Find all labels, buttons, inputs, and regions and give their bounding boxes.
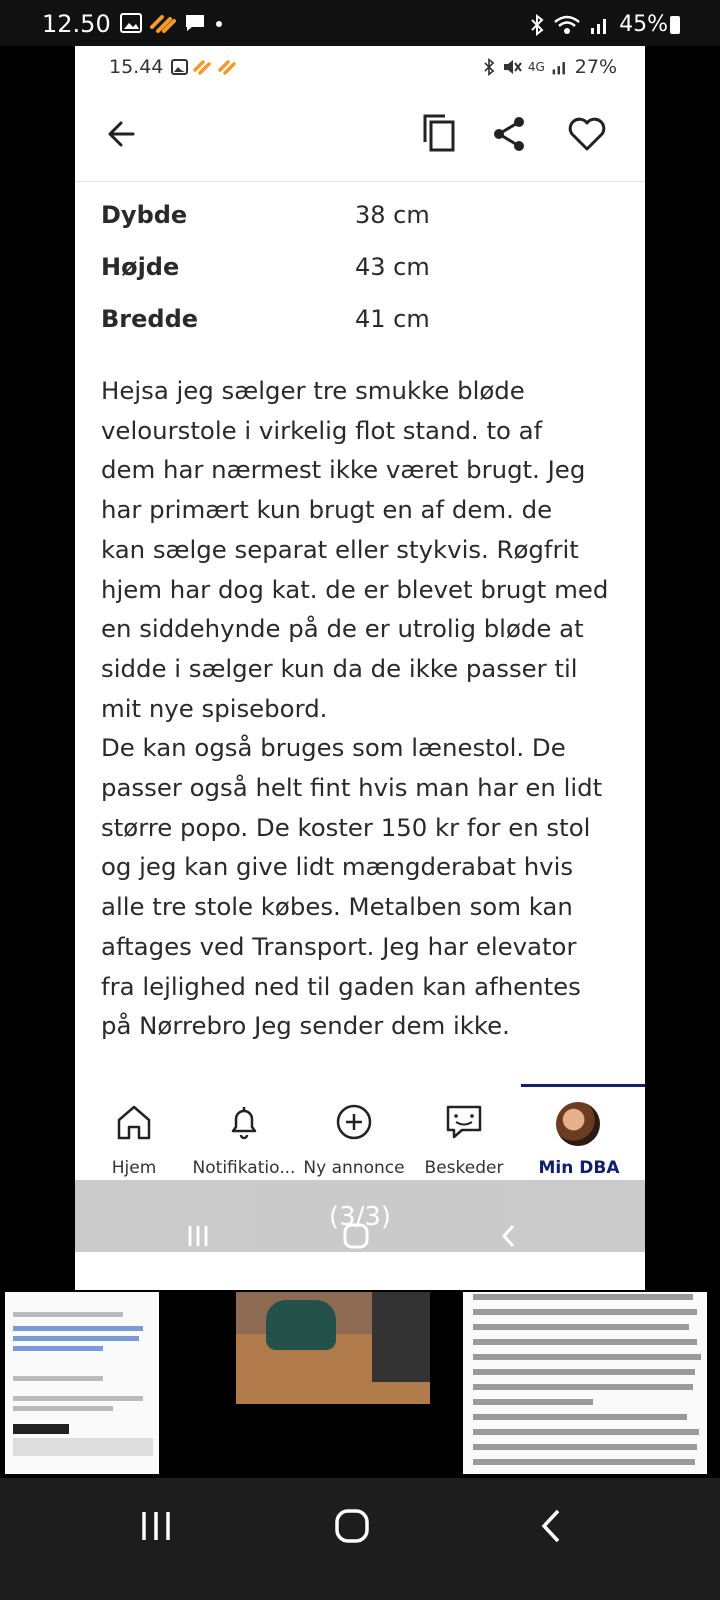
outer-clock: 12.50 xyxy=(42,10,111,38)
spec-value: 41 cm xyxy=(355,305,430,333)
home-button-icon xyxy=(341,1222,371,1250)
listing-description xyxy=(101,371,625,1046)
thumbnail-chair-photo[interactable] xyxy=(236,1292,430,1404)
description-line: De kan også bruges som lænestol. De xyxy=(101,733,566,763)
nav-item-notifications[interactable] xyxy=(185,1088,303,1184)
description-line: har primært kun brugt en af dem. de xyxy=(101,495,553,525)
active-tab-indicator xyxy=(521,1084,645,1087)
message-icon xyxy=(184,13,206,33)
network-type: 4G xyxy=(527,60,545,74)
nav-label: Hjem xyxy=(111,1158,157,1178)
description-line: kan sælge separat eller stykvis. Røgfrit xyxy=(101,534,579,564)
spec-label: Dybde xyxy=(101,201,188,229)
bluetooth-icon xyxy=(482,58,496,76)
screenshot-thumbnails xyxy=(0,1290,720,1475)
system-navigation-bar xyxy=(0,1478,720,1600)
description-line: fra lejlighed ned til gaden kan afhentes xyxy=(101,971,581,1001)
outer-battery-percent: 45% xyxy=(619,12,668,37)
description-line: og jeg kan give lidt mængderabat hvis xyxy=(101,852,574,882)
gallery-icon xyxy=(171,59,188,75)
nav-item-my-dba[interactable] xyxy=(520,1088,638,1184)
description-line: passer også helt fint hvis man har en lidt xyxy=(101,773,603,803)
description-line: Hejsa jeg sælger tre smukke bløde xyxy=(101,376,525,405)
copy-icon[interactable] xyxy=(419,112,459,156)
plus-circle-icon xyxy=(334,1102,374,1142)
dot-icon xyxy=(214,13,224,33)
recents-button[interactable] xyxy=(138,1508,174,1544)
spec-value: 38 cm xyxy=(355,201,430,229)
outer-status-bar xyxy=(0,0,720,46)
nav-label: Notifikatio... xyxy=(192,1158,296,1178)
description-line: alle tre stole købes. Metalben som kan xyxy=(101,892,573,922)
description-line: dem har nærmest ikke været brugt. Jeg xyxy=(101,455,586,485)
home-button[interactable] xyxy=(334,1508,370,1544)
chat-icon xyxy=(444,1102,484,1142)
spec-label: Højde xyxy=(101,253,180,281)
description-line: aftages ved Transport. Jeg har elevator xyxy=(101,931,577,961)
description-line: hjem har dog kat. de er blevet brugt med xyxy=(101,574,609,604)
description-line: velourstole i virkelig flot stand. to af xyxy=(101,415,543,445)
nav-item-new-listing[interactable] xyxy=(295,1088,413,1184)
description-line: større popo. De koster 150 kr for en stol xyxy=(101,812,591,842)
home-icon xyxy=(114,1102,154,1142)
app-notification-icon xyxy=(218,59,238,75)
heart-icon[interactable] xyxy=(565,112,609,156)
signal-icon xyxy=(589,14,611,36)
back-icon xyxy=(499,1222,519,1250)
gallery-icon xyxy=(120,13,142,33)
bell-icon xyxy=(224,1102,264,1142)
battery-icon xyxy=(670,16,680,34)
outer-notification-icons xyxy=(120,13,224,33)
nav-label: Beskeder xyxy=(424,1158,504,1178)
top-app-bar xyxy=(75,90,645,182)
back-button[interactable] xyxy=(538,1508,564,1544)
spec-label: Bredde xyxy=(101,305,199,333)
spec-value: 43 cm xyxy=(355,253,430,281)
app-notification-icon xyxy=(150,13,176,33)
screenshot-view xyxy=(75,46,645,1310)
nav-item-home[interactable] xyxy=(75,1088,193,1184)
inner-system-navigation xyxy=(75,1216,645,1256)
inner-battery-percent: 27% xyxy=(574,56,617,78)
inner-notification-icons xyxy=(171,59,238,75)
listing-details xyxy=(75,183,645,1163)
description-line: sidde i sælger kun da de ikke passer til xyxy=(101,653,578,683)
image-counter: (3/3) xyxy=(328,1202,392,1232)
share-icon[interactable] xyxy=(489,112,529,156)
thumbnail-description[interactable] xyxy=(463,1292,707,1474)
mute-icon xyxy=(502,58,522,76)
description-line: mit nye spisebord. xyxy=(101,693,328,723)
spec-row-height xyxy=(101,253,621,293)
inner-status-bar xyxy=(75,46,645,90)
wifi-icon xyxy=(553,14,581,36)
outer-system-icons xyxy=(529,12,668,37)
nav-label: Min DBA xyxy=(538,1158,620,1178)
app-notification-icon xyxy=(193,59,213,75)
back-arrow-icon[interactable] xyxy=(103,114,143,154)
bottom-navigation xyxy=(75,1088,645,1184)
inner-system-icons xyxy=(482,56,617,78)
spec-row-depth xyxy=(101,201,621,241)
description-line: på Nørrebro Jeg sender dem ikke. xyxy=(101,1011,510,1041)
inner-clock: 15.44 xyxy=(109,56,164,78)
thumbnail-listing[interactable] xyxy=(5,1292,159,1474)
spec-row-width xyxy=(101,305,621,345)
bluetooth-icon xyxy=(529,14,545,36)
nav-item-messages[interactable] xyxy=(405,1088,523,1184)
signal-icon xyxy=(551,58,569,76)
avatar xyxy=(556,1102,600,1146)
nav-label: Ny annonce xyxy=(303,1158,405,1178)
recents-icon xyxy=(185,1222,211,1250)
description-line: en siddehynde på de er utrolig bløde at xyxy=(101,614,584,644)
